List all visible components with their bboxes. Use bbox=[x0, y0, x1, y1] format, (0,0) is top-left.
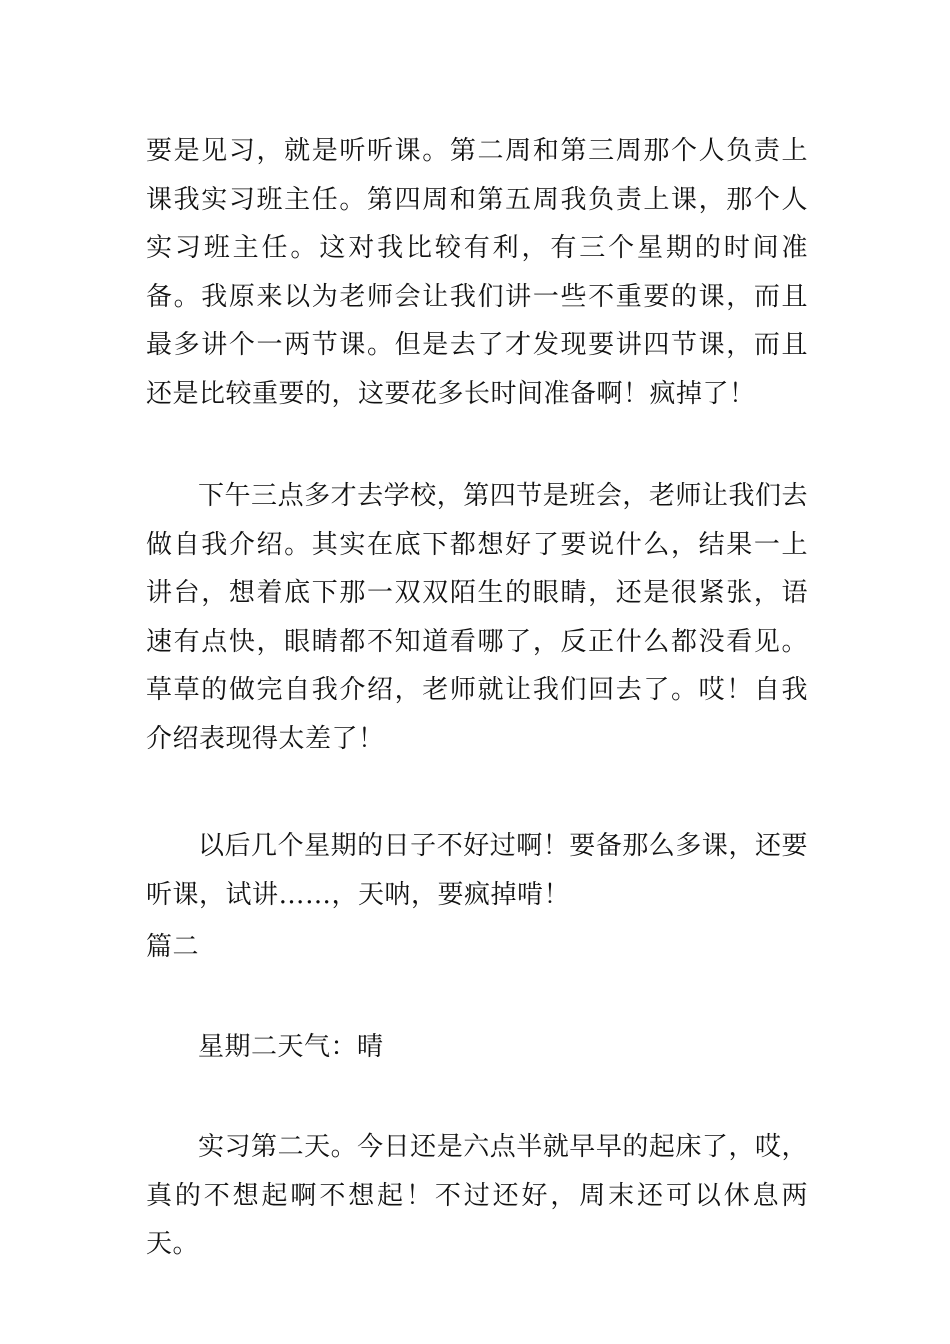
paragraph-2: 下午三点多才去学校，第四节是班会，老师让我们去做自我介绍。其实在底下都想好了要说什么，结果一上讲台，想着底下那一双双陌生的眼睛，还是很紧张，语速有点快，眼睛都不知道看哪了，反正什么都没看见。草草的做完自我介绍，老师就让我们回去了。哎！自我介绍表现得太差了！ bbox=[146, 481, 808, 754]
paragraph-date-weather: 星期二天气：晴 bbox=[198, 1032, 384, 1062]
paragraph-5: 实习第二天。今日还是六点半就早早的起床了，哎，真的不想起啊不想起！不过还好，周末还可以休息两天。 bbox=[146, 1132, 808, 1260]
section-heading: 篇二 bbox=[146, 932, 200, 962]
paragraph-3: 以后几个星期的日子不好过啊！要备那么多课，还要听课，试讲……，天呐，要疯掉啃！ bbox=[146, 831, 808, 910]
paragraph-1: 要是见习，就是听听课。第二周和第三周那个人负责上课我实习班主任。第四周和第五周我负责上课，那个人实习班主任。这对我比较有利，有三个星期的时间准备。我原来以为老师会让我们讲一些不重要的课，而且最多讲个一两节课。但是去了才发现要讲四节课，而且还是比较重要的，这要花多长时间准备啊！疯掉了！ bbox=[146, 136, 808, 409]
